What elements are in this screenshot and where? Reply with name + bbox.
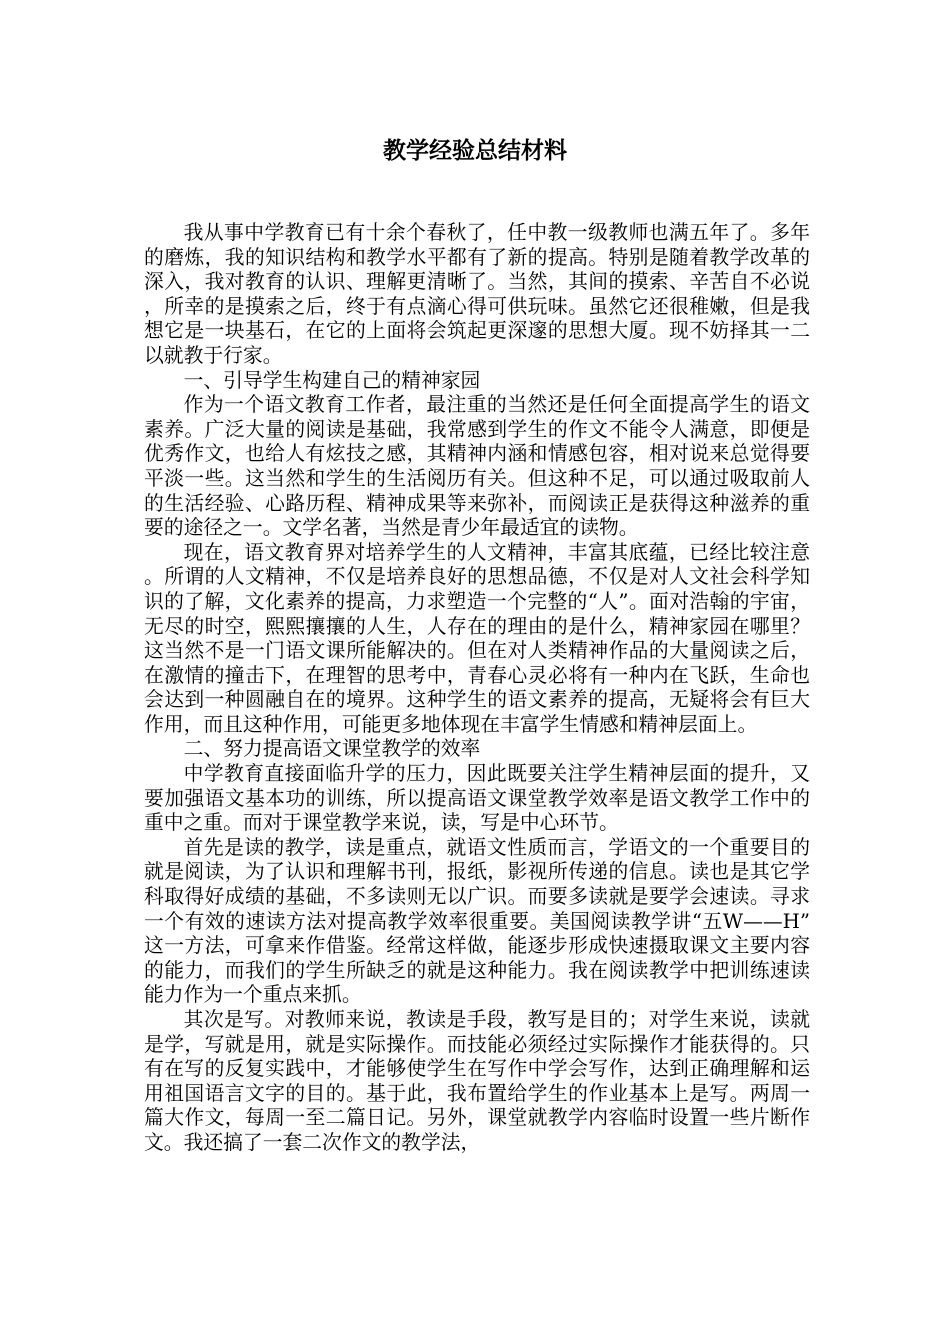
section-heading-1: 一、引导学生构建自己的精神家园 bbox=[183, 368, 481, 392]
section-heading-2: 二、努力提高语文课堂教学的效率 bbox=[183, 737, 481, 761]
document-title: 教学经验总结材料 bbox=[383, 137, 567, 164]
paragraph-reading-foundation: 作为一个语文教育工作者，最注重的当然还是任何全面提高学生的语文素养。广泛大量的阅读是基础，我常感到学生的作文不能令人满意，即便是优秀作文，也给人有炫技之感，其精神内涵和情感包容，相对说来总觉得要平淡一些。这当然和学生的生活阅历有关。但这种不足，可以通过吸取前人的生活经验、心路历程、精神成果等来弥补，而阅读正是获得这种滋养的重要的途径之一。文学名著，当然是青少年最适宜的读物。 bbox=[144, 393, 810, 540]
paragraph-classroom-efficiency: 中学教育直接面临升学的压力，因此既要关注学生精神层面的提升，又要加强语文基本功的训练，所以提高语文课堂教学效率是语文教学工作中的重中之重。而对于课堂教学来说，读，写是中心环节。 bbox=[144, 762, 810, 835]
paragraph-writing-teaching: 其次是写。对教师来说，教读是手段，教写是目的；对学生来说，读就是学，写就是用，就是实际操作。而技能必须经过实际操作才能获得的。只有在写的反复实践中，才能够使学生在写作中学会写作，达到正确理解和运用祖国语言文字的目的。基于此，我布置给学生的作业基本上是写。两周一篇大作文，每周一至二篇日记。另外，课堂就教学内容临时设置一些片断作文。我还搞了一套二次作文的教学法， bbox=[144, 1008, 810, 1154]
paragraph-humanistic-spirit: 现在，语文教育界对培养学生的人文精神，丰富其底蕴，已经比较注意。所谓的人文精神，不仅是培养良好的思想品德，不仅是对人文社会科学知识的了解，文化素养的提高，力求塑造一个完整的“人”。面对浩翰的宇宙，无尽的时空，熙熙攘攘的人生，人存在的理由的是什么，精神家园在哪里？这当然不是一门语文课所能解决的。但在对人类精神作品的大量阅读之后，在激情的撞击下，在理智的思考中，青春心灵必将有一种内在飞跃，生命也会达到一种圆融自在的境界。这种学生的语文素养的提高，无疑将会有巨大作用，而且这种作用，可能更多地体现在丰富学生情感和精神层面上。 bbox=[144, 540, 810, 736]
paragraph-reading-teaching: 首先是读的教学，读是重点，就语文性质而言，学语文的一个重要目的就是阅读，为了认识和理解书刊，报纸，影视所传递的信息。读也是其它学科取得好成绩的基础，不多读则无以广识。而要多读就是要学会速读。寻求一个有效的速读方法对提高教学效率很重要。美国阅读教学讲“五W——H”这一方法，可拿来作借鉴。经常这样做，能逐步形成快速摄取课文主要内容的能力，而我们的学生所缺乏的就是这种能力。我在阅读教学中把训练速读能力作为一个重点来抓。 bbox=[144, 835, 810, 1007]
paragraph-intro: 我从事中学教育已有十余个春秋了，任中教一级教师也满五年了。多年的磨炼，我的知识结构和教学水平都有了新的提高。特别是随着教学改革的深入，我对教育的认识、理解更清晰了。当然，其间的摸索、辛苦自不必说，所幸的是摸索之后，终于有点滴心得可供玩味。虽然它还很稚嫩，但是我想它是一块基石，在它的上面将会筑起更深邃的思想大厦。现不妨择其一二以就教于行家。 bbox=[144, 221, 810, 367]
document-body bbox=[144, 221, 810, 1156]
